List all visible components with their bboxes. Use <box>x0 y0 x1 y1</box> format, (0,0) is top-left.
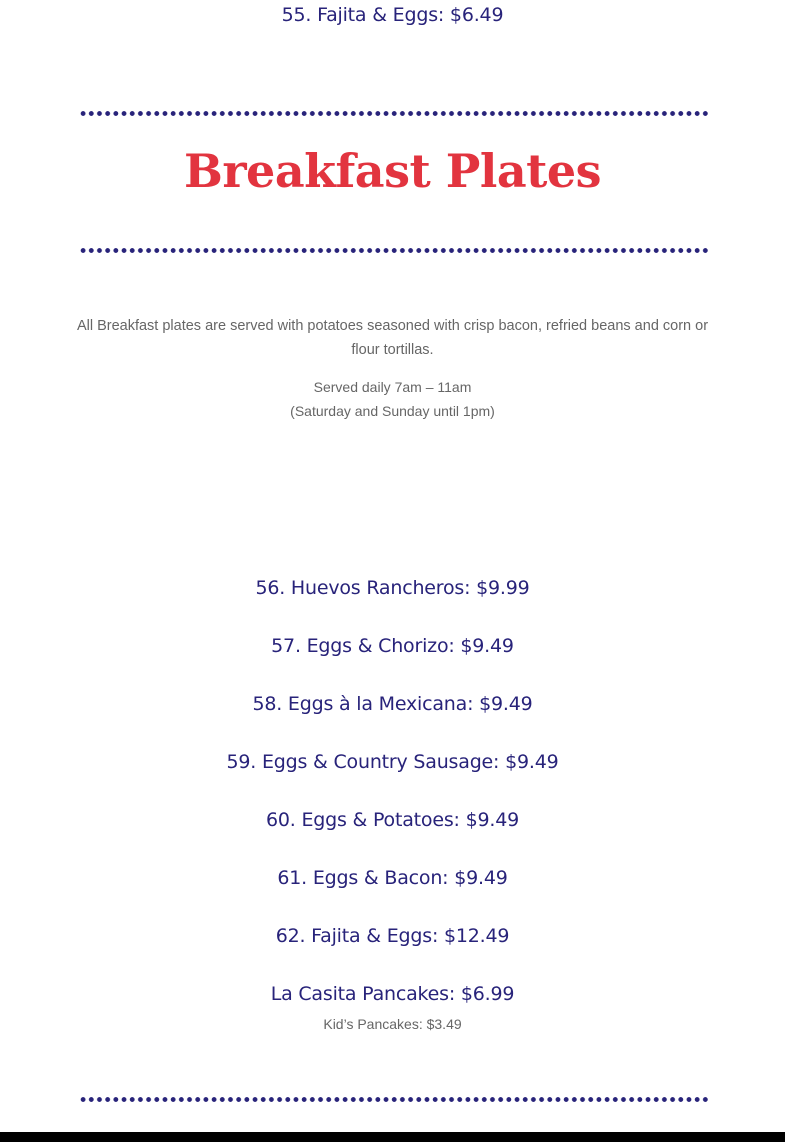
menu-item: 59. Eggs & Country Sausage: $9.49 <box>226 751 559 773</box>
bottom-bar <box>0 1132 785 1142</box>
menu-item: 60. Eggs & Potatoes: $9.49 <box>266 809 519 831</box>
dotted-divider-top <box>79 111 708 116</box>
menu-item: La Casita Pancakes: $6.99 <box>270 983 515 1005</box>
section-title: Breakfast Plates <box>183 144 602 198</box>
hours-line-1: Served daily 7am – 11am <box>313 379 472 395</box>
menu-item: 57. Eggs & Chorizo: $9.49 <box>271 635 514 657</box>
hours-line-2: (Saturday and Sunday until 1pm) <box>290 403 495 419</box>
dotted-divider-middle <box>79 248 708 253</box>
menu-item: 56. Huevos Rancheros: $9.99 <box>255 577 530 599</box>
menu-item: 62. Fajita & Eggs: $12.49 <box>275 925 510 947</box>
menu-item-previous: 55. Fajita & Eggs: $6.49 <box>281 4 504 26</box>
kids-pancakes-note: Kid’s Pancakes: $3.49 <box>323 1016 462 1032</box>
menu-item: 58. Eggs à la Mexicana: $9.49 <box>252 693 533 715</box>
menu-item: 61. Eggs & Bacon: $9.49 <box>277 867 508 889</box>
dotted-divider-bottom <box>79 1097 708 1102</box>
section-intro: All Breakfast plates are served with potatoes seasoned with crisp bacon, refried beans and corn or flour tortillas. <box>76 318 709 358</box>
